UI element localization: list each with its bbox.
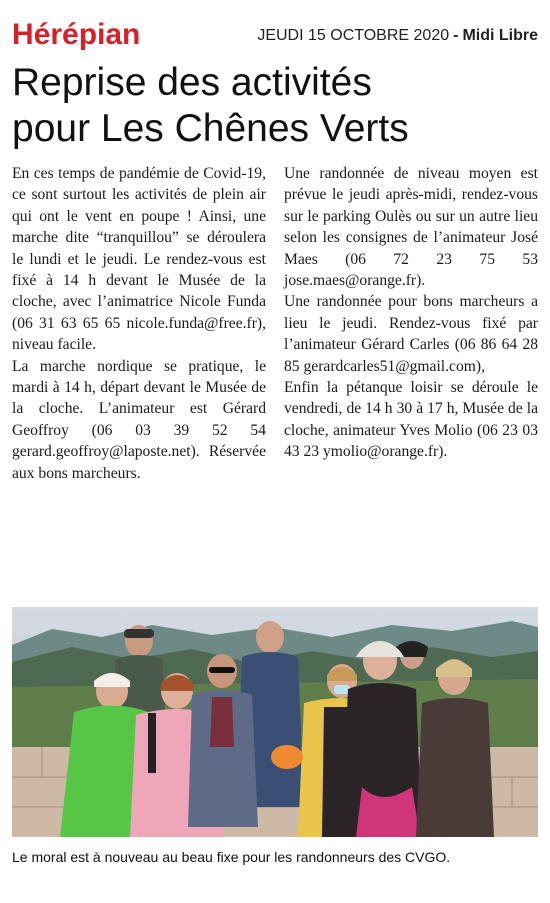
- article-body: [12, 163, 538, 593]
- town-name: Hérépian: [12, 18, 141, 51]
- title-line-2: pour Les Chênes Verts: [12, 107, 409, 150]
- paragraph-petanque: Enfin la pétanque loisir se déroule le vendredi, de 14 h 30 à 17 h, Musée de la cloche, animateur Yves Molio (06 23 03 43 23 ymolio@orange.fr).: [284, 379, 538, 461]
- dateline-separator: -: [453, 27, 459, 44]
- hikers-group-image: [12, 607, 538, 837]
- publication-date: JEUDI 15 OCTOBRE 2020: [257, 27, 450, 44]
- paragraph-randonnee-bons-marcheurs: Une randonnée pour bons marcheurs a lieu le jeudi. Rendez-vous fixé par l’animateur Gérard Carles (06 86 64 28 85 gerardcarles51@gmail.com),: [284, 293, 538, 375]
- title-line-1: Reprise des activités: [12, 61, 372, 104]
- dateline: [257, 26, 538, 46]
- group-photo: [12, 607, 538, 837]
- article-header: [12, 18, 538, 52]
- paragraph-randonnee-moyenne: Une randonnée de niveau moyen est prévue le jeudi après-midi, rendez-vous sur le parking Oulès ou sur un autre lieu selon les consignes de l’animateur José Maes (06 72 23 75 53 jose.maes@orange.fr).: [284, 165, 538, 290]
- paragraph-marche-tranquillou: En ces temps de pandémie de Covid-19, ce sont surtout les activités de plein air qui ont le vent en poupe ! Ainsi, une marche dite “tranquillou” se déroulera le lundi et le jeudi. Le rendez-vous est fixé à 14 h devant le Musée de la cloche, avec l’animatrice Nicole Funda (06 31 63 65 65 nicole.funda@free.fr), niveau facile.: [12, 165, 266, 354]
- paragraph-marche-nordique: La marche nordique se pratique, le mardi à 14 h, départ devant le Musée de la cloche. L’animateur est Gérard Geoffroy (06 03 39 52 54 gerard.geoffroy@laposte.net). Réservée aux bons marcheurs.: [12, 357, 266, 482]
- newspaper-name: Midi Libre: [462, 27, 538, 44]
- article-title: [12, 60, 538, 152]
- text-column-left: [12, 163, 266, 593]
- text-column-right: [284, 163, 538, 593]
- photo-caption: Le moral est à nouveau au beau fixe pour les randonneurs des CVGO.: [12, 849, 451, 865]
